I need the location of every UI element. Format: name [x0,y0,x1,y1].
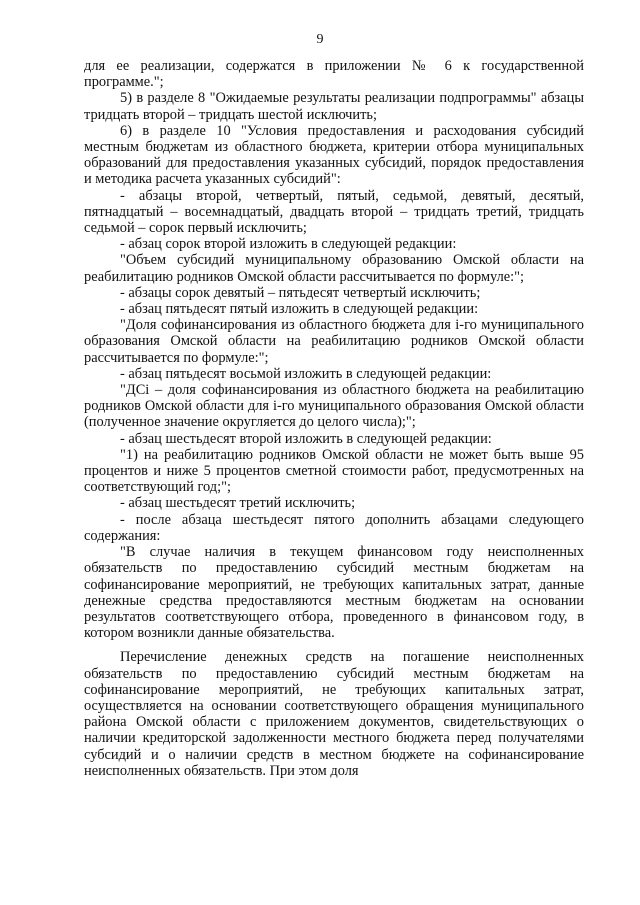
paragraph-6: "Объем субсидий муниципальному образованию Омской области на реабилитацию родников Омской области рассчитывается по формуле:"; [84,252,584,285]
paragraph-9: "Доля софинансирования из областного бюджета для i-го муниципального образования Омской области на реабилитацию родников Омской области рассчитывается по формуле:"; [84,317,584,366]
paragraph-1: для ее реализации, содержатся в приложении № 6 к государственной программе."; [84,58,584,91]
document-body [84,58,584,779]
paragraph-13: "1) на реабилитацию родников Омской области не может быть выше 95 процентов и ниже 5 процентов сметной стоимости работ, предусмотренных на соответствующий год;"; [84,446,584,496]
paragraph-2: 5) в разделе 8 "Ожидаемые результаты реализации подпрограммы" абзацы тридцать второй – тридцать шестой исключить; [84,90,584,123]
page-number: 9 [316,32,324,47]
paragraph-12: - абзац шестьдесят второй изложить в следующей редакции: [120,430,492,447]
paragraph-8: - абзац пятьдесят пятый изложить в следующей редакции: [120,301,479,318]
paragraph-7: - абзацы сорок девятый – пятьдесят четвертый исключить; [120,284,481,301]
paragraph-14: - абзац шестьдесят третий исключить; [120,495,356,512]
paragraph-11: "ДСi – доля софинансирования из областного бюджета на реабилитацию родников Омской области для i-го муниципального образования Омской области (полученное значение округляется до целого числа);"; [84,382,584,431]
paragraph-15: - после абзаца шестьдесят пятого дополнить абзацами следующего содержания: [84,511,584,544]
paragraph-3: 6) в разделе 10 "Условия предоставления и расходования субсидий местным бюджетам из областного бюджета, критерии отбора муниципальных образований для предоставления указанных субсидий, порядок предоставления и методика расчета указанных субсидий": [84,122,584,188]
paragraph-10: - абзац пятьдесят восьмой изложить в следующей редакции: [120,365,492,382]
paragraph-5: - абзац сорок второй изложить в следующей редакции: [120,236,457,253]
paragraph-17: Перечисление денежных средств на погашение неисполненных обязательств по предоставлению субсидий местным бюджетам на софинансирование мероприятий, не требующих капитальных затрат, осуществляется на основании соответствующего обращения муниципального района Омской области с приложением документов, свидетельствующих о наличии кредиторской задолженности местного бюджета перед получателями субсидий и о наличии средств в местном бюджете на софинансирование неисполненных обязательств. При этом доля [84,649,584,779]
paragraph-4: - абзацы второй, четвертый, пятый, седьмой, девятый, десятый, пятнадцатый – восемнадцатый, двадцать второй – тридцать третий, тридцать седьмой – сорок первый исключить; [84,187,584,237]
paragraph-16: "В случае наличия в текущем финансовом году неисполненных обязательств по предоставлению субсидий местным бюджетам на софинансирование мероприятий, не требующих капитальных затрат, данные денежные средства предоставляются местным бюджетам на основании результатов соответствующего отбора, проведенного в финансовом году, в котором возникли данные обязательства. [84,544,584,642]
